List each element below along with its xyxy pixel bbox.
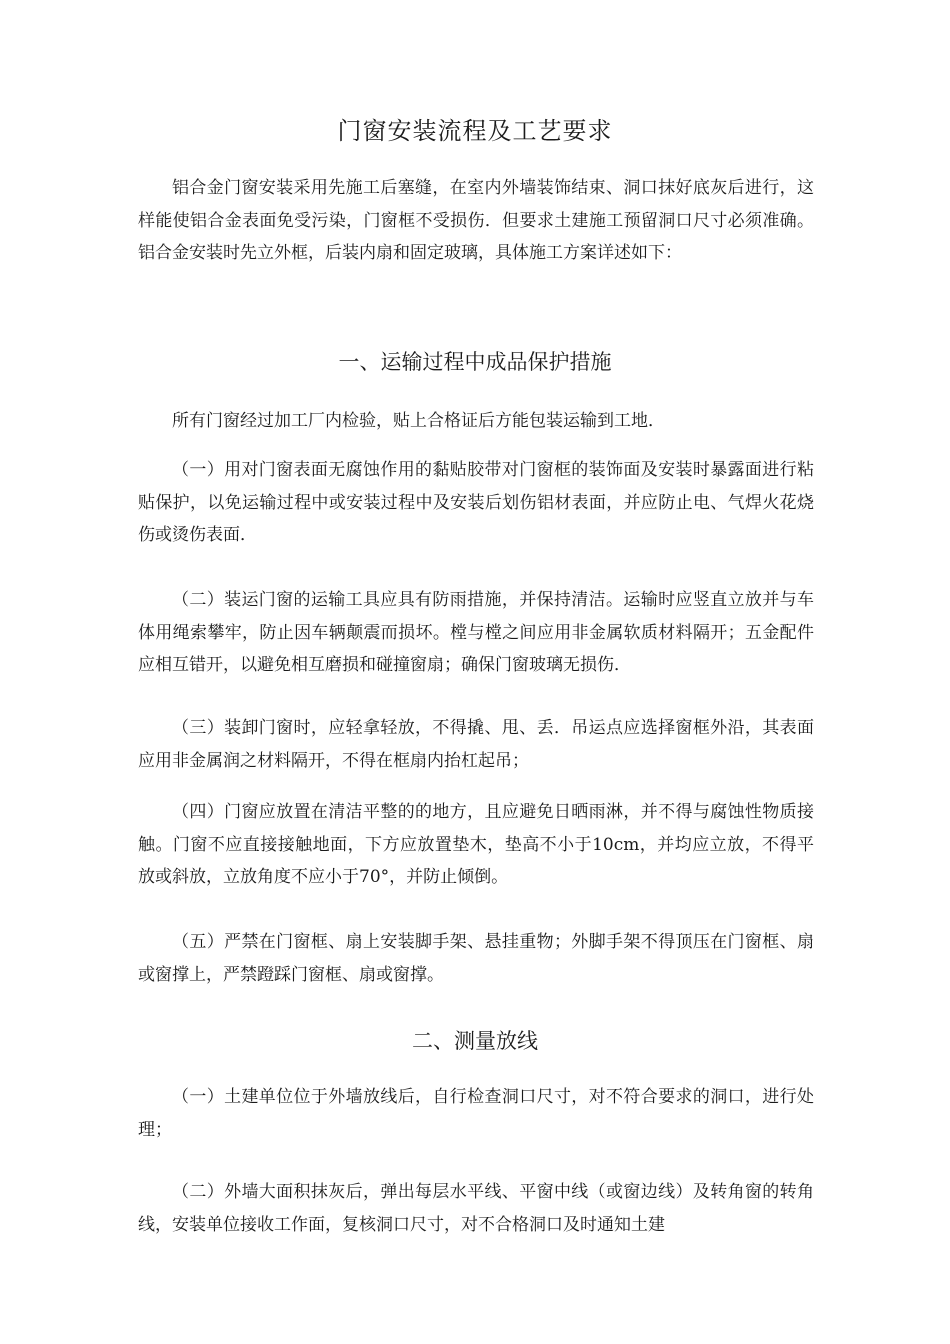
paragraph-transport-intro: 所有门窗经过加工厂内检验，贴上合格证后方能包装运输到工地． [172,411,665,431]
intro-paragraph: 铝合金门窗安装采用先施工后塞缝，在室内外墙装饰结束、洞口抹好底灰后进行，这样能使铝合金表面免受污染，门窗框不受损伤．但要求土建施工预留洞口尺寸必须准确。铝合金安装时先立外框，后装内扇和固定玻璃，具体施工方案详述如下： [138,178,814,263]
paragraph-transport-item-5: （五）严禁在门窗框、扇上安装脚手架、悬挂重物；外脚手架不得顶压在门窗框、扇或窗撑上，严禁蹬踩门窗框、扇或窗撑。 [138,932,814,985]
paragraph-survey-item-2: （二）外墙大面积抹灰后，弹出每层水平线、平窗中线（或窗边线）及转角窗的转角线，安装单位接收工作面，复核洞口尺寸，对不合格洞口及时通知土建 [138,1182,814,1235]
paragraph-transport-item-1: （一）用对门窗表面无腐蚀作用的黏贴胶带对门窗框的装饰面及安装时暴露面进行粘贴保护，以免运输过程中或安装过程中及安装后划伤铝材表面，并应防止电、气焊火花烧伤或烫伤表面． [138,460,814,545]
paragraph-transport-item-4: （四）门窗应放置在清洁平整的的地方，且应避免日晒雨淋，并不得与腐蚀性物质接触。门窗不应直接接触地面，下方应放置垫木，垫高不小于10cm，并均应立放，不得平放或斜放，立放角度不应小于70°，并防止倾倒。 [138,802,814,887]
paragraph-transport-item-2: （二）装运门窗的运输工具应具有防雨措施，并保持清洁。运输时应竖直立放并与车体用绳索攀牢，防止因车辆颠震而损坏。樘与樘之间应用非金属软质材料隔开；五金配件应相互错开，以避免相互磨损和碰撞窗扇；确保门窗玻璃无损伤． [138,590,814,675]
section-heading-transport: 一、运输过程中成品保护措施 [338,350,612,374]
paragraph-survey-item-1: （一）土建单位位于外墙放线后，自行检查洞口尺寸，对不符合要求的洞口，进行处理； [138,1087,814,1140]
document-title: 门窗安装流程及工艺要求 [337,117,613,145]
section-heading-survey: 二、测量放线 [412,1029,538,1053]
paragraph-transport-item-3: （三）装卸门窗时，应轻拿轻放，不得撬、甩、丢．吊运点应选择窗框外沿，其表面应用非金属润之材料隔开，不得在框扇内抬杠起吊； [138,718,814,771]
